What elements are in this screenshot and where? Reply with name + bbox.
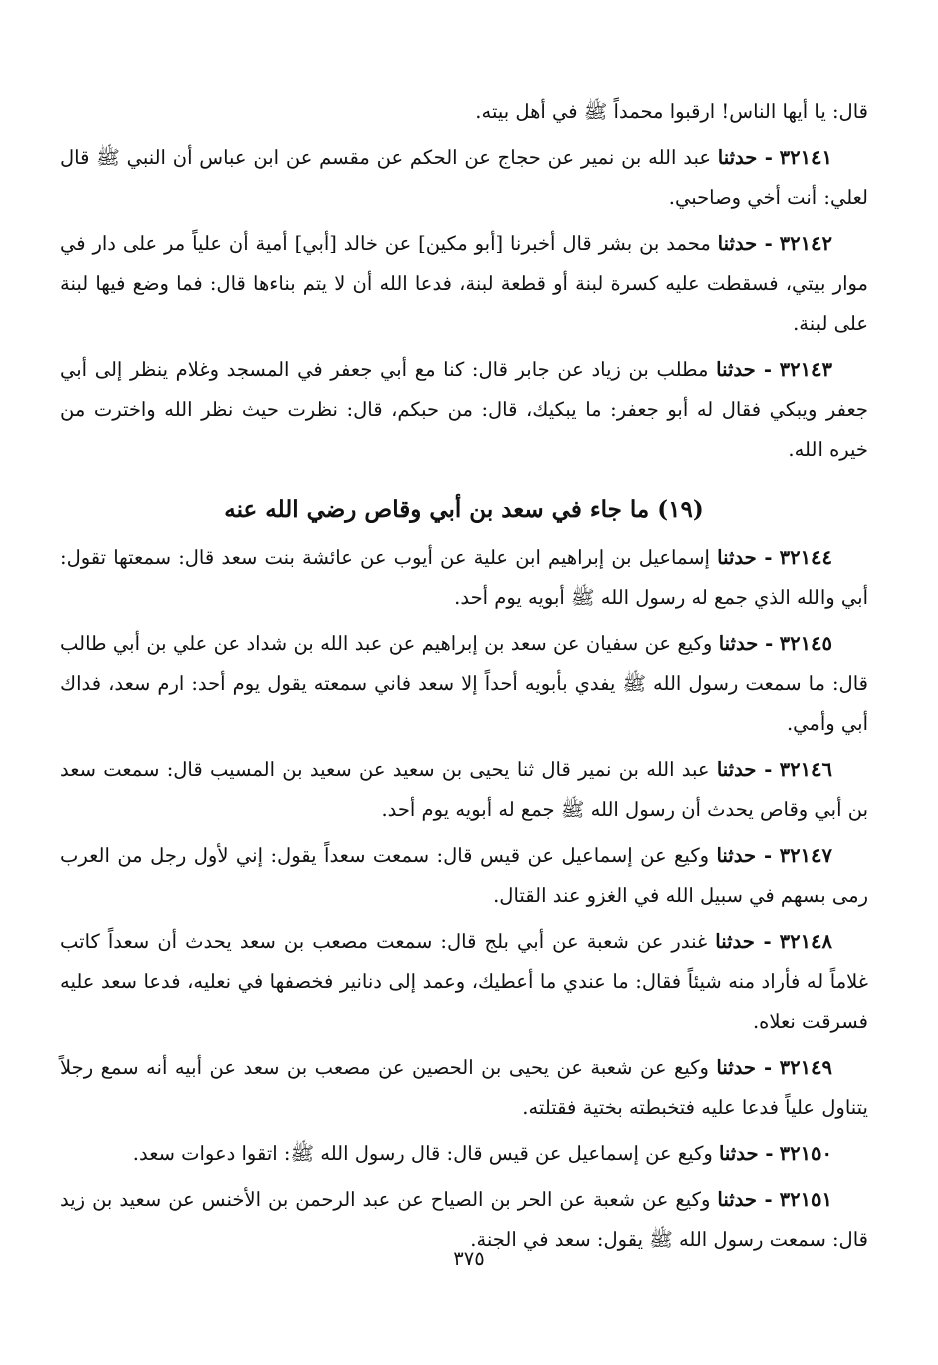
hadith-group-a bbox=[60, 138, 868, 470]
narration-marker: - حدثنا bbox=[716, 1056, 773, 1079]
narration-marker: - حدثنا bbox=[716, 758, 773, 781]
hadith-32144 bbox=[60, 538, 868, 618]
hadith-text: وكيع عن شعبة عن الحر بن الصياح عن عبد الرحمن بن الأخنس عن سعيد بن زيد قال: سمعت رسول الله ﷺ يقول: سعد في الجنة. bbox=[60, 1188, 868, 1251]
hadith-32150 bbox=[60, 1134, 868, 1174]
narration-marker: - حدثنا bbox=[717, 232, 773, 255]
page-body bbox=[60, 92, 868, 1266]
narration-marker: - حدثنا bbox=[718, 632, 774, 655]
hadith-32141 bbox=[60, 138, 868, 218]
hadith-text: محمد بن بشر قال أخبرنا [أبو مكين] عن خالد [أبي] أمية أن علياً مر على دار في موار بيتي، فسقطت عليه كسرة لبنة أو قطعة لبنة، فدعا الله أن لا يتم بناءها قال: فما وضع فيها لبنة على لبنة. bbox=[60, 232, 868, 335]
narration-marker: - حدثنا bbox=[715, 930, 772, 953]
narration-marker: - حدثنا bbox=[718, 1142, 774, 1165]
hadith-number: ٣٢١٤٣ bbox=[779, 358, 833, 381]
hadith-number: ٣٢١٤٤ bbox=[779, 546, 832, 569]
hadith-text: عبد الله بن نمير قال ثنا يحيى بن سعيد عن سعيد بن المسيب قال: سمعت سعد بن أبي وقاص يحدث أن رسول الله ﷺ جمع له أبويه يوم أحد. bbox=[60, 758, 868, 821]
hadith-group-b bbox=[60, 538, 868, 1260]
hadith-number: ٣٢١٤٧ bbox=[779, 844, 832, 867]
intro-line: قال: يا أيها الناس! ارقبوا محمداً ﷺ في أهل بيته. bbox=[475, 100, 868, 123]
narration-marker: - حدثنا bbox=[717, 146, 773, 169]
hadith-number: ٣٢١٤٨ bbox=[779, 930, 832, 953]
hadith-text: غندر عن شعبة عن أبي بلج قال: سمعت مصعب بن سعد يحدث أن سعداً كاتب غلاماً له فأراد منه شيئاً فقال: ما عندي ما أعطيك، وعمد إلى دنانير فخصفها في نعليه، فدعا سعد عليه فسرقت نعلاه. bbox=[60, 930, 868, 1033]
hadith-32149 bbox=[60, 1048, 868, 1128]
hadith-text: إسماعيل بن إبراهيم ابن علية عن أيوب عن عائشة بنت سعد قال: سمعتها تقول: أبي والله الذي جمع له رسول الله ﷺ أبويه يوم أحد. bbox=[60, 546, 868, 609]
section-heading: (١٩) ما جاء في سعد بن أبي وقاص رضي الله عنه bbox=[224, 496, 704, 523]
hadith-number: ٣٢١٤٦ bbox=[779, 758, 833, 781]
hadith-text: وكيع عن شعبة عن يحيى بن الحصين عن مصعب بن سعد عن أبيه أنه سمع رجلاً يتناول علياً فدعا عليه فتخبطته بختية فقتلته. bbox=[60, 1056, 868, 1119]
hadith-text: وكيع عن إسماعيل عن قيس قال: سمعت سعداً يقول: إني لأول رجل من العرب رمى بسهم في سبيل الله في الغزو عند القتال. bbox=[60, 844, 868, 907]
hadith-number: ٣٢١٥٠ bbox=[779, 1142, 832, 1165]
narration-marker: - حدثنا bbox=[717, 1188, 773, 1211]
hadith-32147 bbox=[60, 836, 868, 916]
narration-marker: - حدثنا bbox=[716, 844, 773, 867]
page-number: ٣٧٥ bbox=[453, 1247, 485, 1270]
hadith-32146 bbox=[60, 750, 868, 830]
hadith-text: وكيع عن إسماعيل عن قيس قال: قال رسول الله ﷺ: اتقوا دعوات سعد. bbox=[132, 1142, 713, 1165]
hadith-text: وكيع عن سفيان عن سعد بن إبراهيم عن عبد الله بن شداد عن علي بن أبي طالب قال: ما سمعت رسول الله ﷺ يفدي بأبويه أحداً إلا سعد فاني سمعته يقول يوم أحد: ارم سعد، فداك أبي وأمي. bbox=[60, 632, 868, 735]
hadith-32145 bbox=[60, 624, 868, 744]
hadith-number: ٣٢١٤٩ bbox=[779, 1056, 832, 1079]
hadith-text: مطلب بن زياد عن جابر قال: كنا مع أبي جعفر في المسجد وغلام ينظر إلى أبي جعفر ويبكي فقال له أبو جعفر: ما يبكيك، قال: من حبكم، قال: نظرت حيث نظر الله واخترت من خيره الله. bbox=[60, 358, 868, 461]
narration-marker: - حدثنا bbox=[717, 546, 773, 569]
hadith-number: ٣٢١٥١ bbox=[779, 1188, 832, 1211]
hadith-32142 bbox=[60, 224, 868, 344]
hadith-number: ٣٢١٤١ bbox=[779, 146, 833, 169]
narration-marker: - حدثنا bbox=[716, 358, 772, 381]
hadith-text: عبد الله بن نمير عن حجاج عن الحكم عن مقسم عن ابن عباس أن النبي ﷺ قال لعلي: أنت أخي وصاحبي. bbox=[60, 146, 868, 209]
hadith-number: ٣٢١٤٥ bbox=[779, 632, 832, 655]
hadith-number: ٣٢١٤٢ bbox=[779, 232, 832, 255]
hadith-32148 bbox=[60, 922, 868, 1042]
hadith-32143 bbox=[60, 350, 868, 470]
